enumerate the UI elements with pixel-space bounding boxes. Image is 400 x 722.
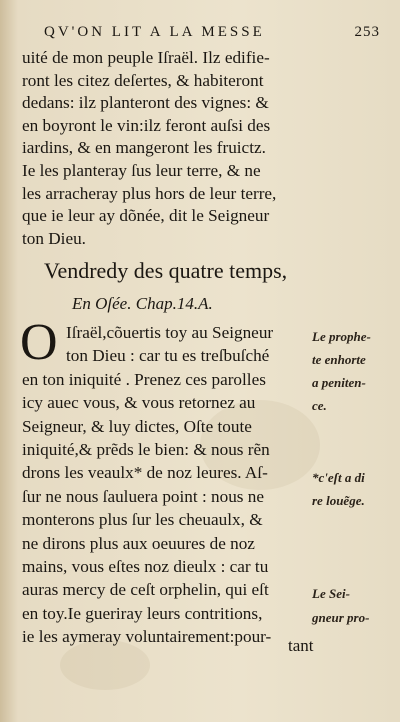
text-line: ſur ne nous ſauluera point : nous ne <box>22 486 265 506</box>
text-line: Seigneur, & luy dictes, Oſte toute <box>22 416 252 436</box>
text-line: ront les citez deſertes, & habiteront <box>22 70 264 90</box>
margin-note: *c'eſt a di <box>312 470 365 485</box>
page-number: 253 <box>354 24 380 40</box>
text-line: en boyront le vin:ilz feront auſsi des <box>22 115 271 135</box>
running-header <box>44 24 380 41</box>
running-title: QV'ON LIT A LA MESSE <box>44 24 265 40</box>
margin-note: re louẽge. <box>312 493 365 508</box>
catchword: tant <box>288 636 314 655</box>
margin-note: gneur pro- <box>312 610 370 625</box>
text-line: icy auec vous, & vous retornez au <box>22 393 256 413</box>
text-line: uité de mon peuple Iſraël. Ilz edifie- <box>22 48 270 67</box>
margin-note: a peniten- <box>312 375 366 390</box>
margin-note: Le prophe- <box>312 329 371 344</box>
section-subheading: En Oſée. Chap.14.A. <box>72 294 213 313</box>
text-line: Ie les planteray ſus leur terre, & ne <box>22 160 261 180</box>
margin-note: Le Sei- <box>312 586 350 601</box>
text-line: ton Dieu : car tu es treſbuſché <box>66 346 270 366</box>
section-body <box>20 314 322 648</box>
text-line: les arracheray plus hors de leur terre, <box>22 183 277 203</box>
text-line: que ie leur ay dõnée, dit le Seigneur <box>22 206 270 226</box>
text-line: ne dirons plus aux oeuures de noz <box>22 533 255 553</box>
drop-cap: O <box>20 314 58 371</box>
text-line: auras mercy de ceſt orphelin, qui eſt <box>22 580 269 600</box>
text-line: iardins, & en mangeront les fruictz. <box>22 138 266 158</box>
section-heading: Vendredy des quatre temps, <box>44 258 288 283</box>
text-line: ton Dieu. <box>22 228 86 248</box>
text-line: en toy.Ie gueriray leurs contritions, <box>22 603 263 623</box>
margin-note: ce. <box>312 398 327 413</box>
margin-note: te enhorte <box>312 352 366 367</box>
text-line: mains, vous eſtes noz dieulx : car tu <box>22 556 269 576</box>
text-line: ie les aymeray voluntairement:pour- <box>22 627 272 647</box>
text-line: Iſraël,cõuertis toy au Seigneur <box>66 323 274 342</box>
top-paragraph <box>22 47 362 250</box>
text-line: en ton iniquité . Prenez ces parolles <box>22 369 266 389</box>
text-line: monterons plus ſur les cheuaulx, & <box>22 510 263 530</box>
text-line: drons les veaulx* de noz leures. Aſ- <box>22 463 268 483</box>
text-line: iniquité,& prẽds le bien: & nous rẽn <box>22 439 270 459</box>
text-line: dedans: ilz planteront des vignes: & <box>22 93 269 113</box>
